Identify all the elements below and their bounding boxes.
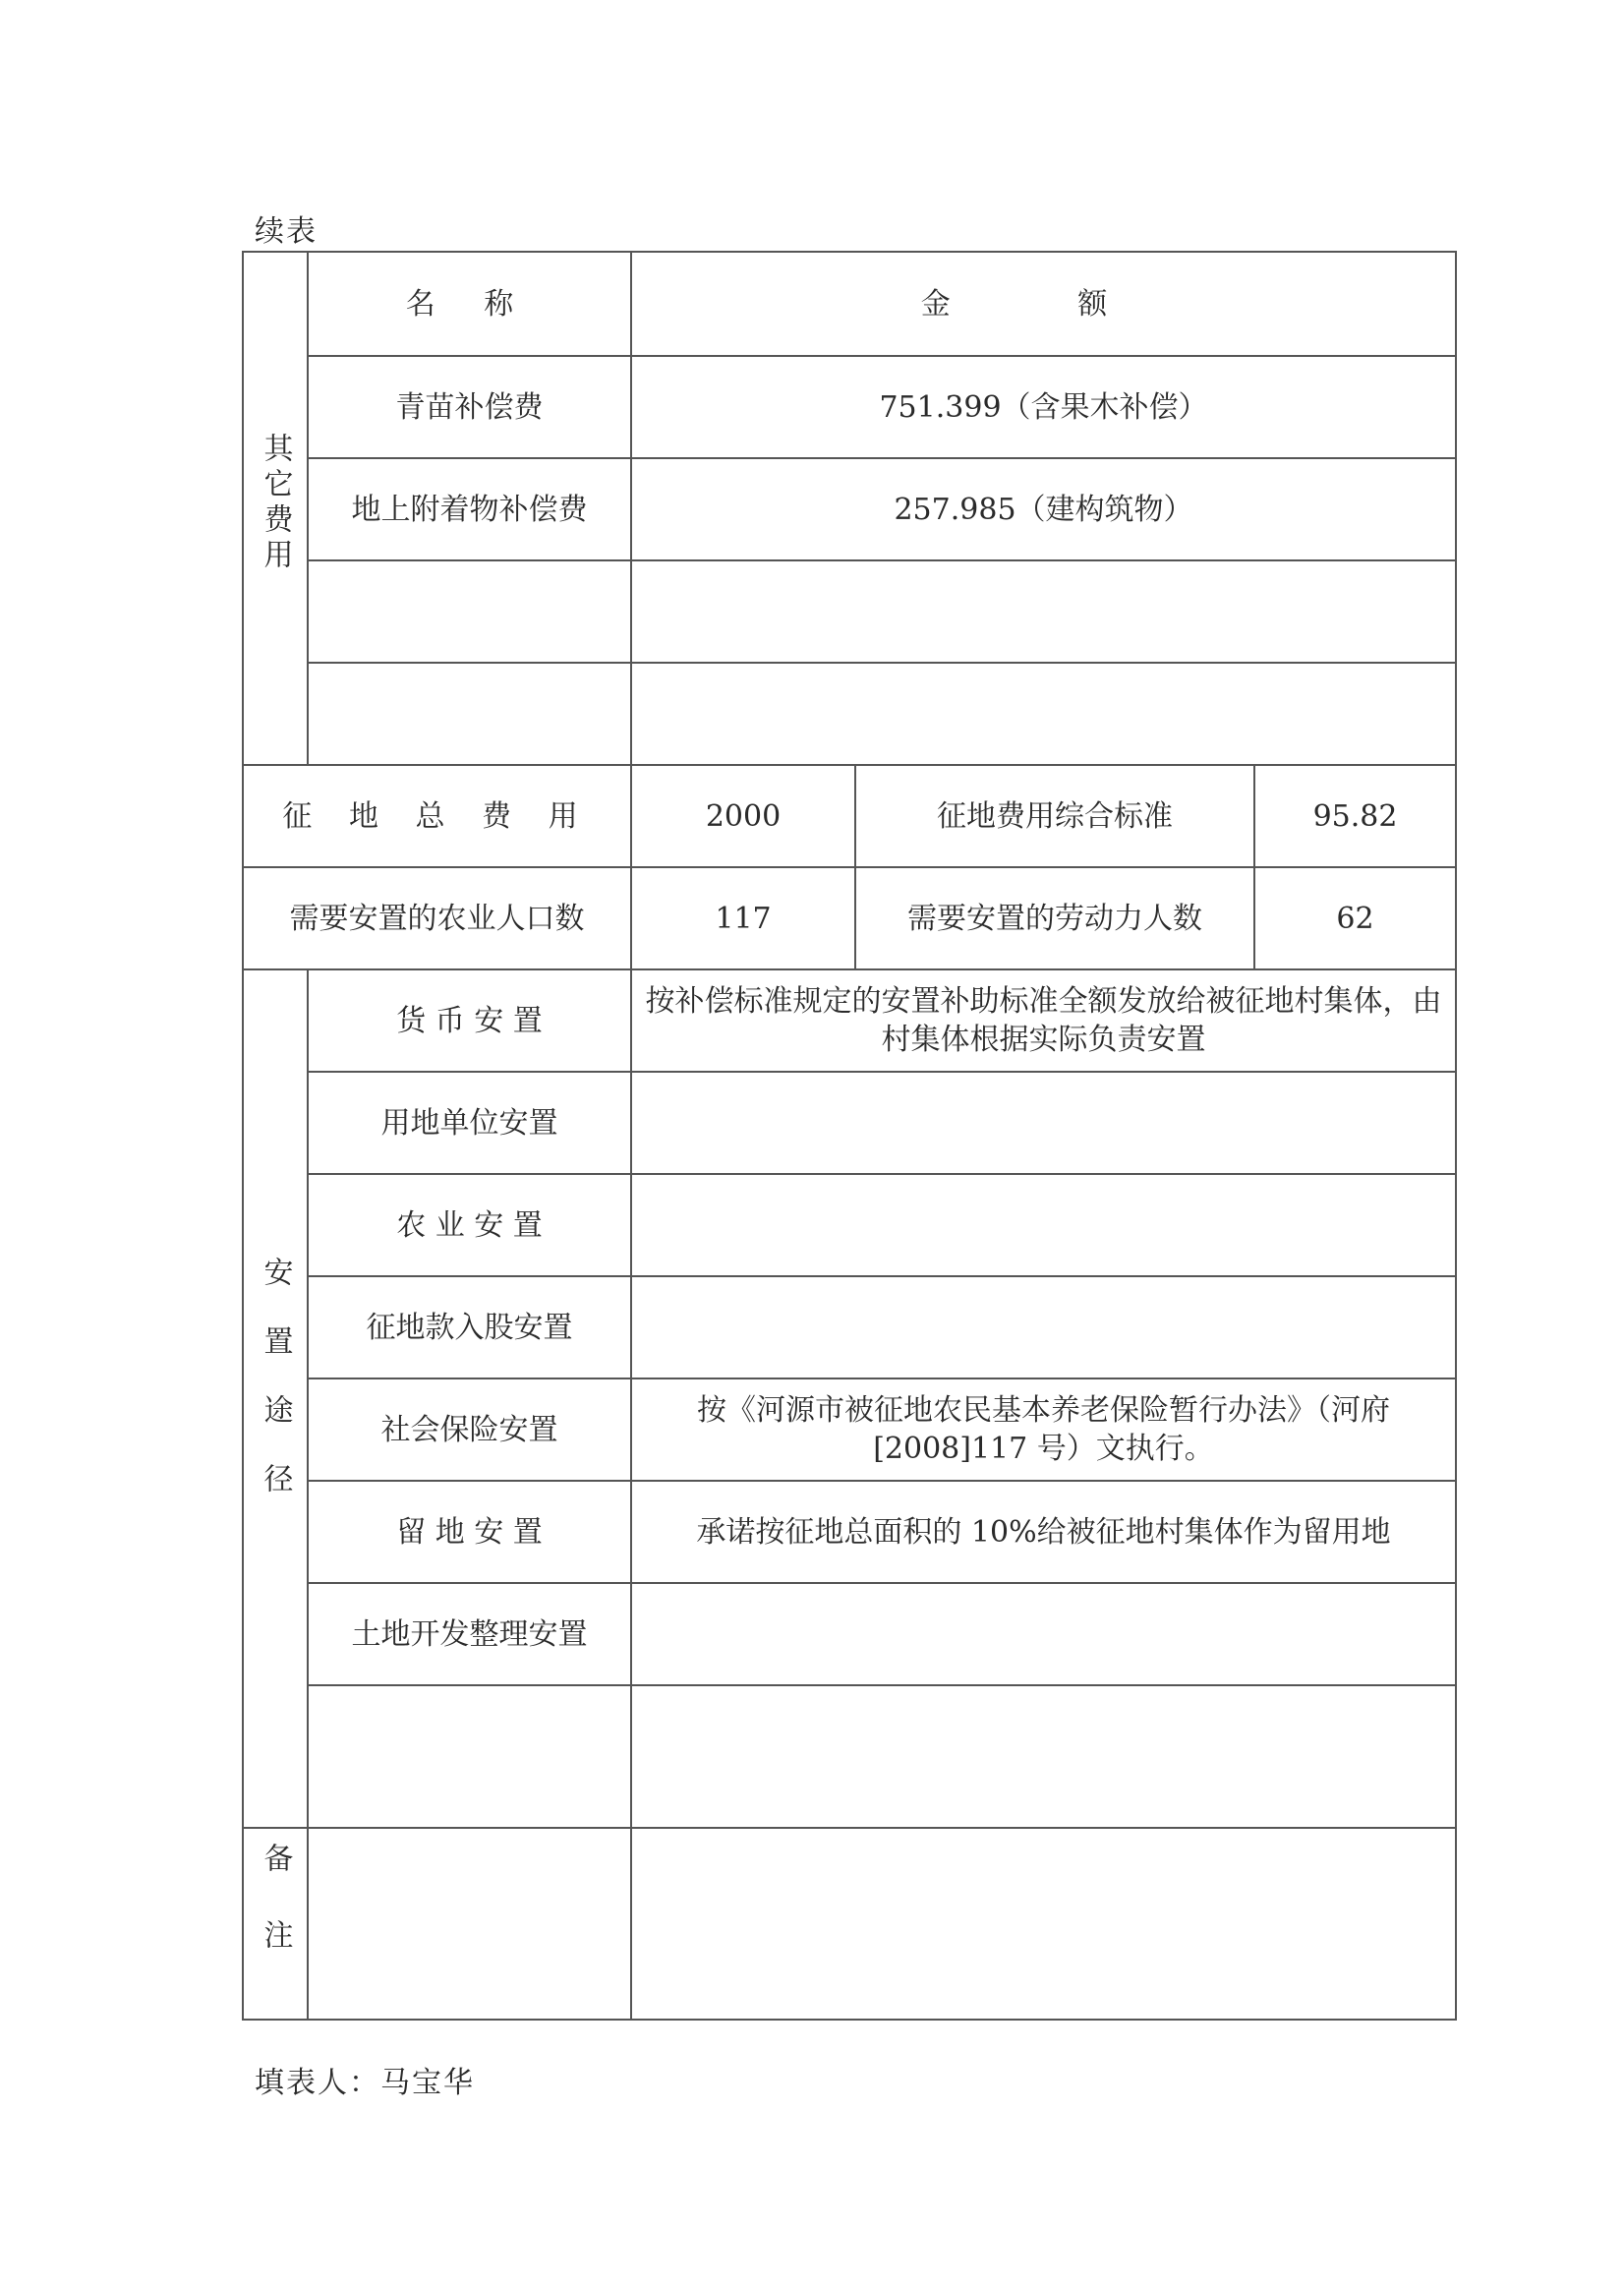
fee-name: 青苗补偿费 [395,389,544,425]
placement-group-label: 安置途径 [258,1256,293,1532]
total-cost-label: 征 地 总 费 用 [282,798,592,834]
placement-name-cell [308,1072,631,1174]
remarks-label-cell [243,1828,308,2020]
header-amount-cell [631,252,1456,356]
placement-name: 用地单位安置 [380,1105,558,1141]
placement-detail-cell [631,1072,1456,1174]
labor-value-cell [1254,867,1456,969]
column-header-name: 名 称 [405,286,534,322]
fee-amount-cell [631,356,1456,458]
placement-name: 农 业 安 置 [396,1207,543,1243]
standard-value: 95.82 [1312,798,1398,834]
standard-label: 征地费用综合标准 [937,798,1173,834]
fee-amount: 751.399（含果木补偿） [879,389,1208,425]
placement-name-cell [308,969,631,1072]
agri-pop-value: 117 [715,901,772,936]
agri-pop-label: 需要安置的农业人口数 [289,901,585,936]
other-fees-group-label: 其它费用 [258,433,293,574]
fee-amount-cell [631,560,1456,663]
placement-name-cell [308,1583,631,1685]
other-fees-group-cell [243,252,308,765]
standard-value-cell [1254,765,1456,867]
remarks-label: 备注 [258,1842,293,1996]
placement-detail-cell [631,1174,1456,1276]
placement-detail-cell [631,969,1456,1072]
placement-name: 征地款入股安置 [366,1310,573,1345]
labor-value: 62 [1336,901,1374,936]
agri-pop-label-cell [243,867,631,969]
fee-amount: 257.985（建构筑物） [894,492,1193,527]
fee-amount-cell [631,458,1456,560]
placement-group-cell [243,969,308,1828]
placement-name-cell [308,1276,631,1378]
land-acquisition-table [242,251,1457,2021]
placement-detail-cell [631,1685,1456,1828]
standard-label-cell [855,765,1254,867]
remarks-content-cell [631,1828,1456,2020]
fee-name-cell [308,458,631,560]
form-filler: 填表人：马宝华 [255,2066,475,2100]
remarks-spacer-cell [308,1828,631,2020]
fee-name-cell [308,560,631,663]
placement-detail: 承诺按征地总面积的 10%给被征地村集体作为留用地 [696,1514,1391,1550]
fee-name: 地上附着物补偿费 [351,492,588,527]
placement-detail-cell [631,1481,1456,1583]
placement-name-cell [308,1174,631,1276]
placement-name: 土地开发整理安置 [351,1616,588,1652]
labor-label-cell [855,867,1254,969]
fee-amount-cell [631,663,1456,765]
placement-name-cell [308,1481,631,1583]
placement-name-cell [308,1685,631,1828]
column-header-amount: 金 额 [920,286,1167,322]
header-name-cell [308,252,631,356]
fee-name-cell [308,663,631,765]
placement-name-cell [308,1378,631,1481]
placement-detail: 按补偿标准规定的安置补助标准全额发放给被征地村集体，由村集体根据实际负责安置 [645,984,1442,1057]
placement-detail: 按《河源市被征地农民基本养老保险暂行办法》（河府[2008]117 号）文执行。 [697,1393,1390,1466]
placement-name: 社会保险安置 [380,1412,558,1447]
placement-detail-cell [631,1378,1456,1481]
total-cost-value: 2000 [705,798,782,834]
placement-name: 留 地 安 置 [396,1514,543,1550]
labor-label: 需要安置的劳动力人数 [907,901,1202,936]
placement-detail-cell [631,1276,1456,1378]
page-heading: 续表 [255,214,318,249]
placement-detail-cell [631,1583,1456,1685]
total-cost-value-cell [631,765,855,867]
agri-pop-value-cell [631,867,855,969]
fee-name-cell [308,356,631,458]
placement-name: 货 币 安 置 [396,1003,543,1038]
total-cost-label-cell [243,765,631,867]
